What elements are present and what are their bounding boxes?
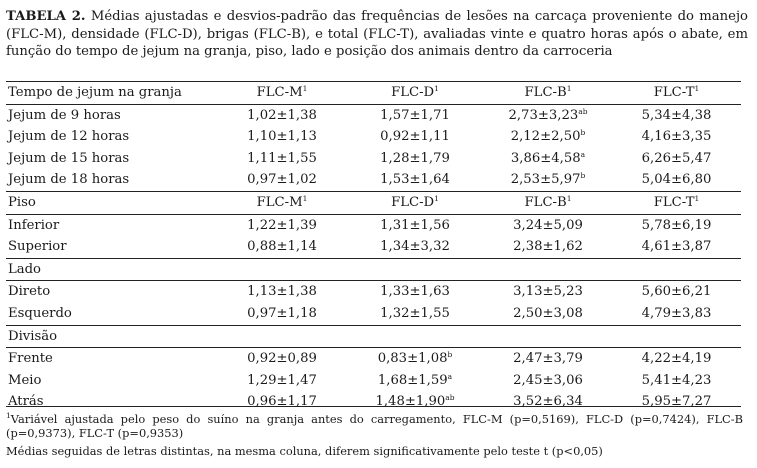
header-row: [6, 82, 741, 104]
table-row: Direto 1,13±1,38 1,33±1,63 3,13±5,23 5,60±6,21: [6, 281, 741, 303]
table-label: TABELA 2.: [6, 9, 86, 24]
col-header-flcd: FLC-$D^1$: [391, 84, 439, 100]
table-row: Esquerdo 0,97±1,18 1,32±1,55 2,50±3,08 4,79±3,83: [8, 305, 712, 321]
section-header-piso: Piso FLC-$M^1$ FLC-$D^1$ FLC-$B^1$ FLC-$T^1$: [6, 191, 741, 214]
table-row: Superior 0,88±1,14 1,34±3,32 2,38±1,62 4,61±3,87: [8, 239, 712, 255]
table-row: Meio 1,29±1,47 1,68±1,59$^a$ 2,45±3,06 5,41±4,23: [8, 371, 712, 388]
footnote-2: Médias seguidas de letras distintas, na mesma coluna, diferem significativamente pelo teste t (p<0,05): [6, 444, 603, 458]
table-row: Atrás 0,96±1,17 1,48±1,90$^{ab}$ 3,52±6,34 5,95±7,27: [8, 393, 712, 410]
table-row: Jejum de 9 horas 1,02±1,38 1,57±1,71 2,73±3,23$^{ab}$ 5,34±4,38: [6, 104, 741, 126]
col-header-flcm: FLC-$M^1$: [256, 84, 308, 100]
data-table: [6, 82, 741, 413]
col-header-flct: FLC-$T^1$: [653, 84, 700, 100]
section-header-divisao: Divisão: [6, 325, 741, 348]
table-row: Jejum de 12 horas 1,10±1,13 0,92±1,11 2,12±2,50$^b$ 4,16±3,35: [8, 128, 712, 145]
section-header-lado: Lado: [6, 258, 741, 281]
footnote-1: $^1$Variável ajustada pelo peso do suíno na granja antes do carregamento, FLC-M (p=0,5169), FLC-D (p=0,7424), FLC-B (p=0,9373), FLC-T (p=0,9353): [6, 411, 743, 440]
caption-text: Médias ajustadas e desvios-padrão das frequências de lesões na carcaça proveniente do manejo (FLC-M), densidade (FLC-D), brigas (FLC-B), e total (FLC-T), avaliadas vinte e quatro horas após o abate, em função do tempo de jejum na granja, piso, lado e posição dos animais dentro da carroceria: [6, 9, 748, 59]
table-row: Jejum de 18 horas 0,97±1,02 1,53±1,64 2,53±5,97$^b$ 5,04±6,80: [8, 171, 712, 188]
bottom-rule: [6, 406, 741, 407]
table-caption: [6, 8, 748, 61]
table-row: Inferior 1,22±1,39 1,31±1,56 3,24±5,09 5,78±6,19: [6, 214, 741, 236]
col-header-jejum: Tempo de jejum na granja: [8, 85, 182, 100]
table-row: Frente 0,92±0,89 0,83±1,08$^b$ 2,47±3,79 4,22±4,19: [6, 348, 741, 370]
table-row: Jejum de 15 horas 1,11±1,55 1,28±1,79 3,86±4,58$^a$ 6,26±5,47: [8, 149, 712, 166]
col-header-flcb: FLC-$B^1$: [524, 84, 572, 100]
